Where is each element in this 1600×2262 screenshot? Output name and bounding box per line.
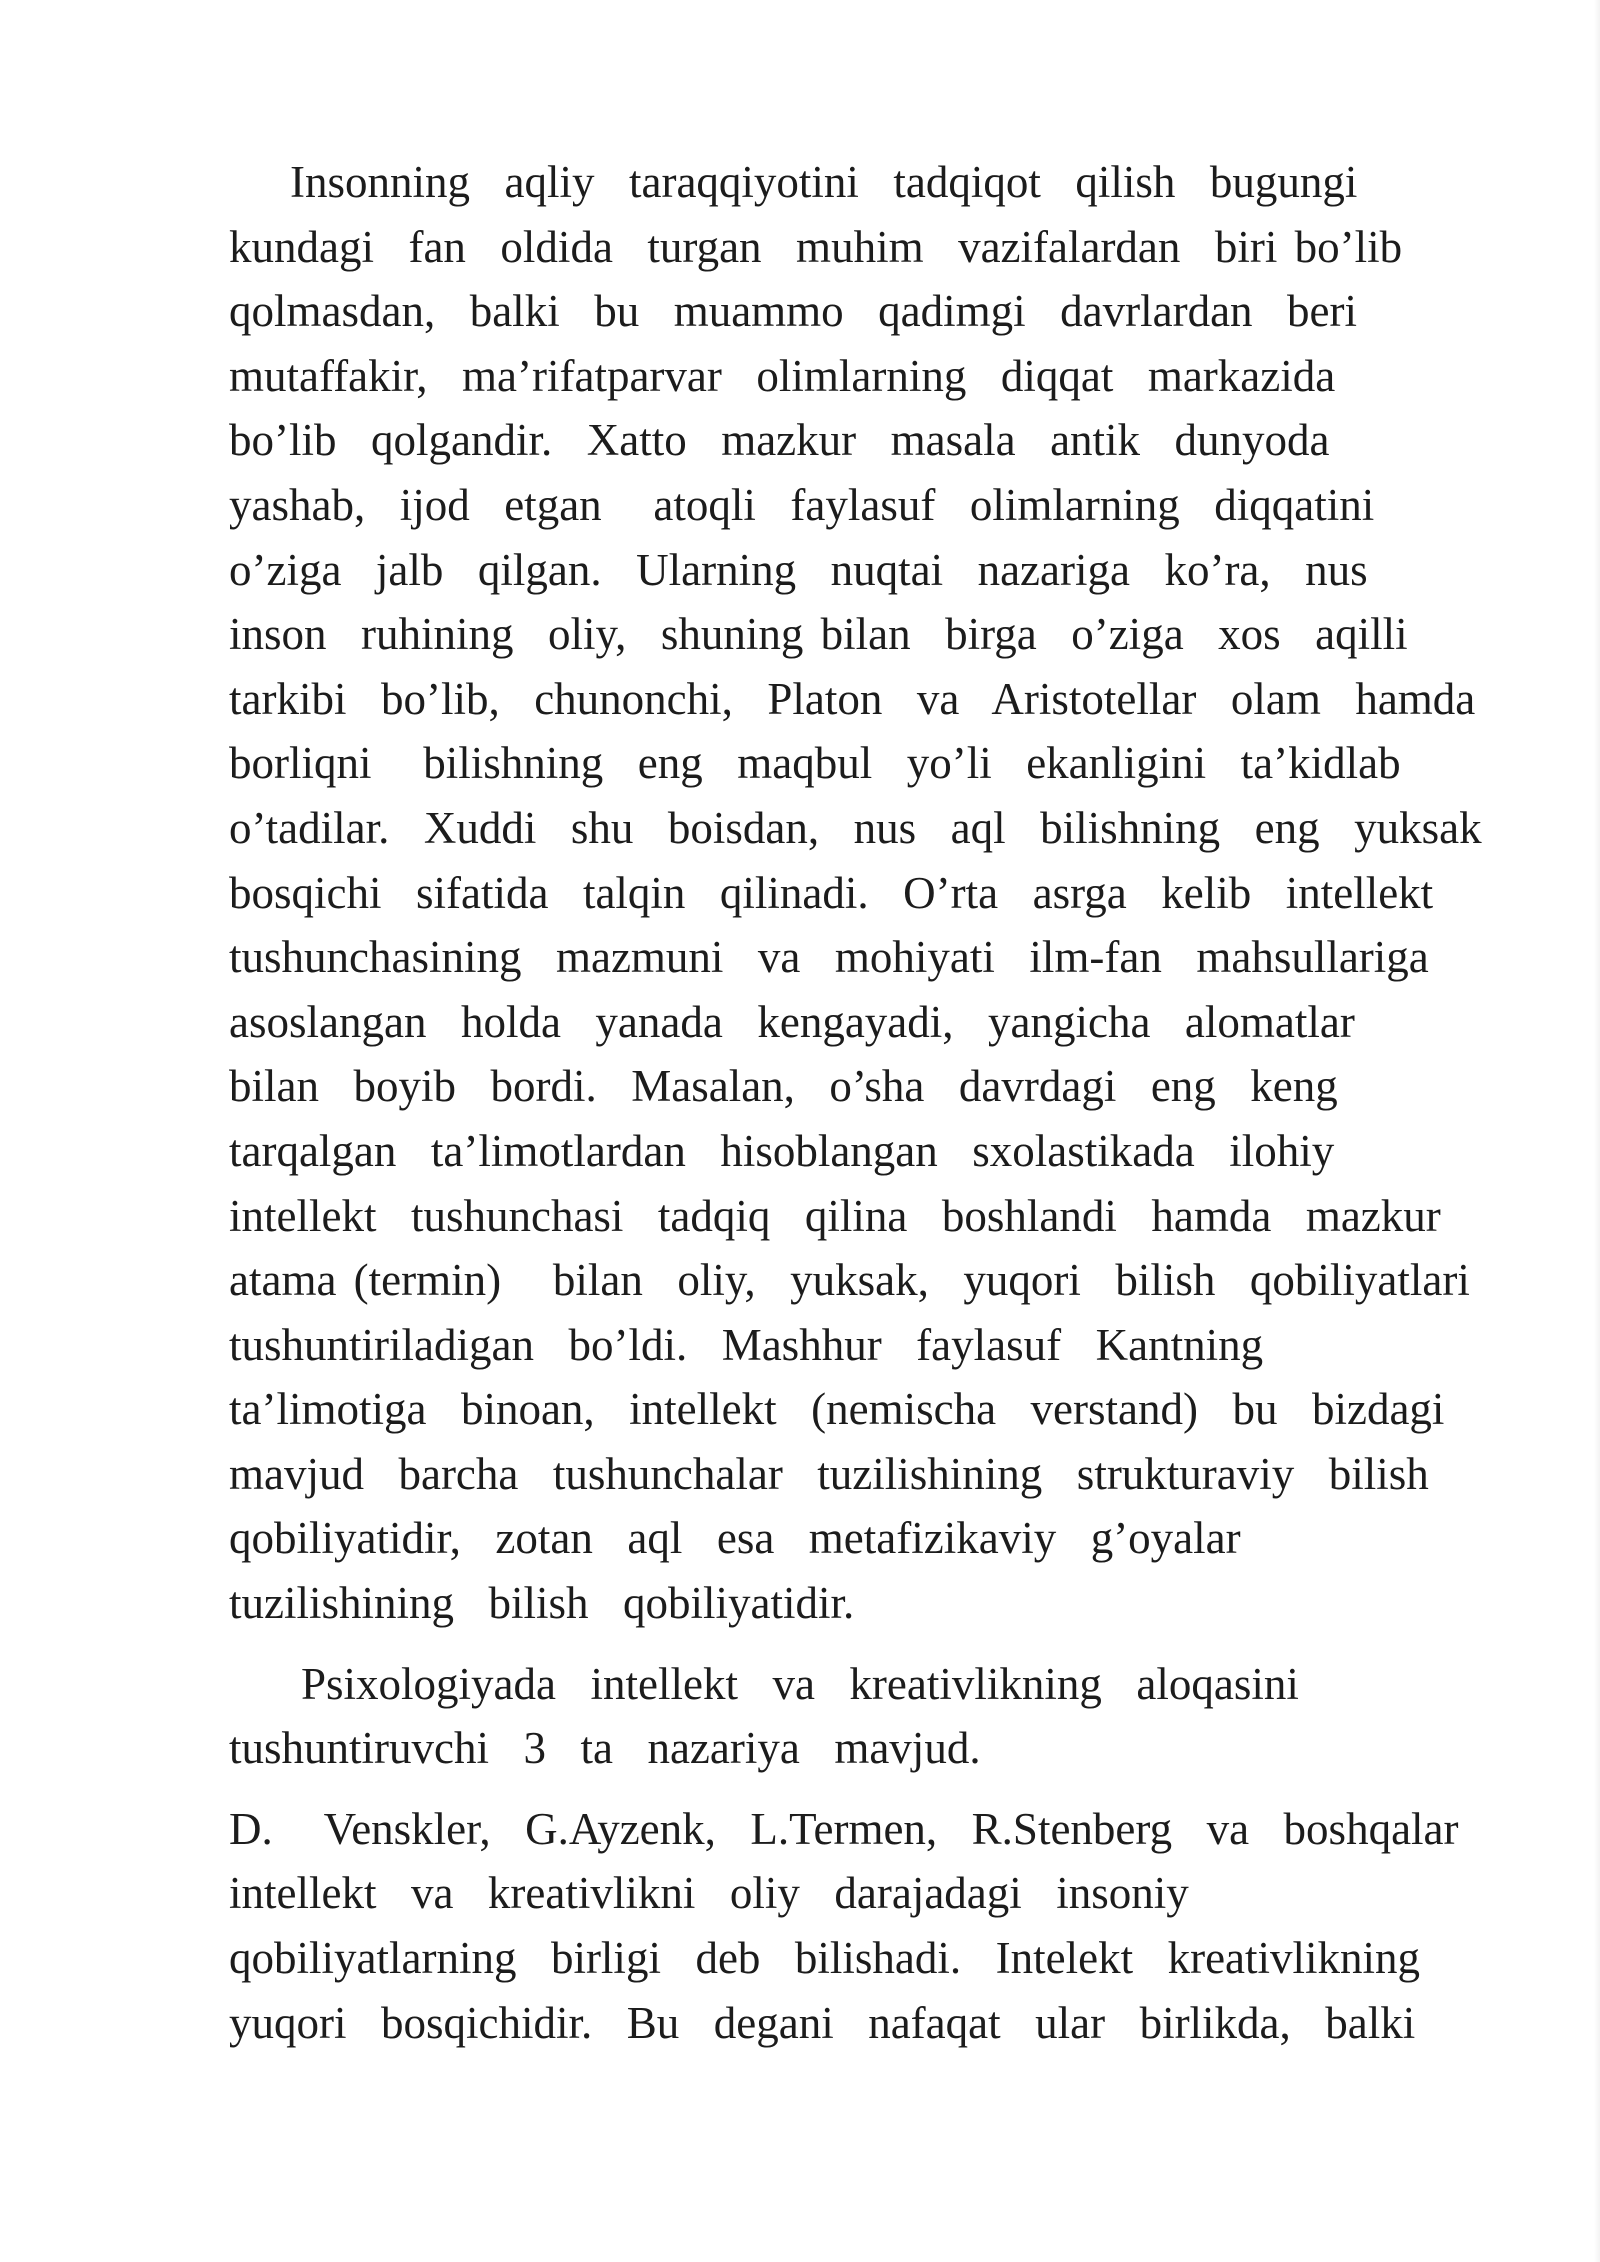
text-line: qobiliyatlarning birligi deb bilishadi. Intelekt kreativlikning <box>229 1933 1421 1984</box>
text-line: mutaffakir, ma’rifatparvar olimlarning diqqat markazida <box>229 350 1336 401</box>
paragraph-first-theory <box>229 1797 1539 2055</box>
text-line: kundagi fan oldida turgan muhim vazifalardan biri bo’lib <box>229 221 1403 272</box>
text-line: intellekt va kreativlikni oliy darajadagi insoniy <box>229 1868 1189 1919</box>
text-line: tushuntiruvchi 3 ta nazariya mavjud. <box>229 1723 981 1774</box>
text-line: D. Venskler, G.Ayzenk, L.Termen, R.Stenberg va boshqalar <box>229 1803 1459 1854</box>
text-line: tushunchasining mazmuni va mohiyati ilm-fan mahsullariga <box>229 932 1429 983</box>
text-line: yuqori bosqichidir. Bu degani nafaqat ular birlikda, balki <box>229 1997 1416 2048</box>
text-line: bilan boyib bordi. Masalan, o’sha davrdagi eng keng <box>229 1061 1338 1112</box>
text-line: asoslangan holda yanada kengayadi, yangicha alomatlar <box>229 996 1355 1047</box>
text-line: inson ruhining oliy, shuning bilan birga o’ziga xos aqilli <box>229 609 1408 660</box>
text-line: borliqni bilishning eng maqbul yo’li ekanligini ta’kidlab <box>229 738 1401 789</box>
text-line: qolmasdan, balki bu muammo qadimgi davrlardan beri <box>229 286 1358 337</box>
text-line: bo’lib qolgandir. Xatto mazkur masala antik dunyoda <box>229 415 1330 466</box>
text-line: Psixologiyada intellekt va kreativlikning aloqasini <box>301 1658 1299 1709</box>
text-line: ta’limotiga binoan, intellekt (nemischa verstand) bu bizdagi <box>229 1384 1445 1435</box>
text-line: yashab, ijod etgan atoqli faylasuf olimlarning diqqatini <box>229 479 1375 530</box>
text-line: Insonning aqliy taraqqiyotini tadqiqot qilish bugungi <box>290 157 1358 207</box>
paragraph-theories-intro <box>229 1652 1539 1781</box>
text-line: tuzilishining bilish qobiliyatidir. <box>229 1578 855 1629</box>
text-line: intellekt tushunchasi tadqiq qilina boshlandi hamda mazkur <box>229 1190 1441 1241</box>
text-line: qobiliyatidir, zotan aql esa metafizikaviy g’oyalar <box>229 1513 1241 1564</box>
text-line: o’ziga jalb qilgan. Ularning nuqtai nazariga ko’ra, nus <box>229 544 1368 595</box>
text-line: o’tadilar. Xuddi shu boisdan, nus aql bilishning eng yuksak <box>229 802 1482 853</box>
text-line: tarqalgan ta’limotlardan hisoblangan sxolastikada ilohiy <box>229 1125 1335 1176</box>
paragraph-intellect-history <box>229 150 1539 1636</box>
text-line: bosqichi sifatida talqin qilinadi. O’rta asrga kelib intellekt <box>229 867 1434 918</box>
text-line: atama (termin) bilan oliy, yuksak, yuqori bilish qobiliyatlari <box>229 1255 1470 1306</box>
text-line: tushuntiriladigan bo’ldi. Mashhur faylasuf Kantning <box>229 1319 1264 1370</box>
text-line: tarkibi bo’lib, chunonchi, Platon va Aristotellar olam hamda <box>229 673 1476 724</box>
text-line: mavjud barcha tushunchalar tuzilishining strukturaviy bilish <box>229 1448 1429 1499</box>
body-text <box>229 150 1539 2055</box>
page-edge <box>1594 0 1600 2262</box>
